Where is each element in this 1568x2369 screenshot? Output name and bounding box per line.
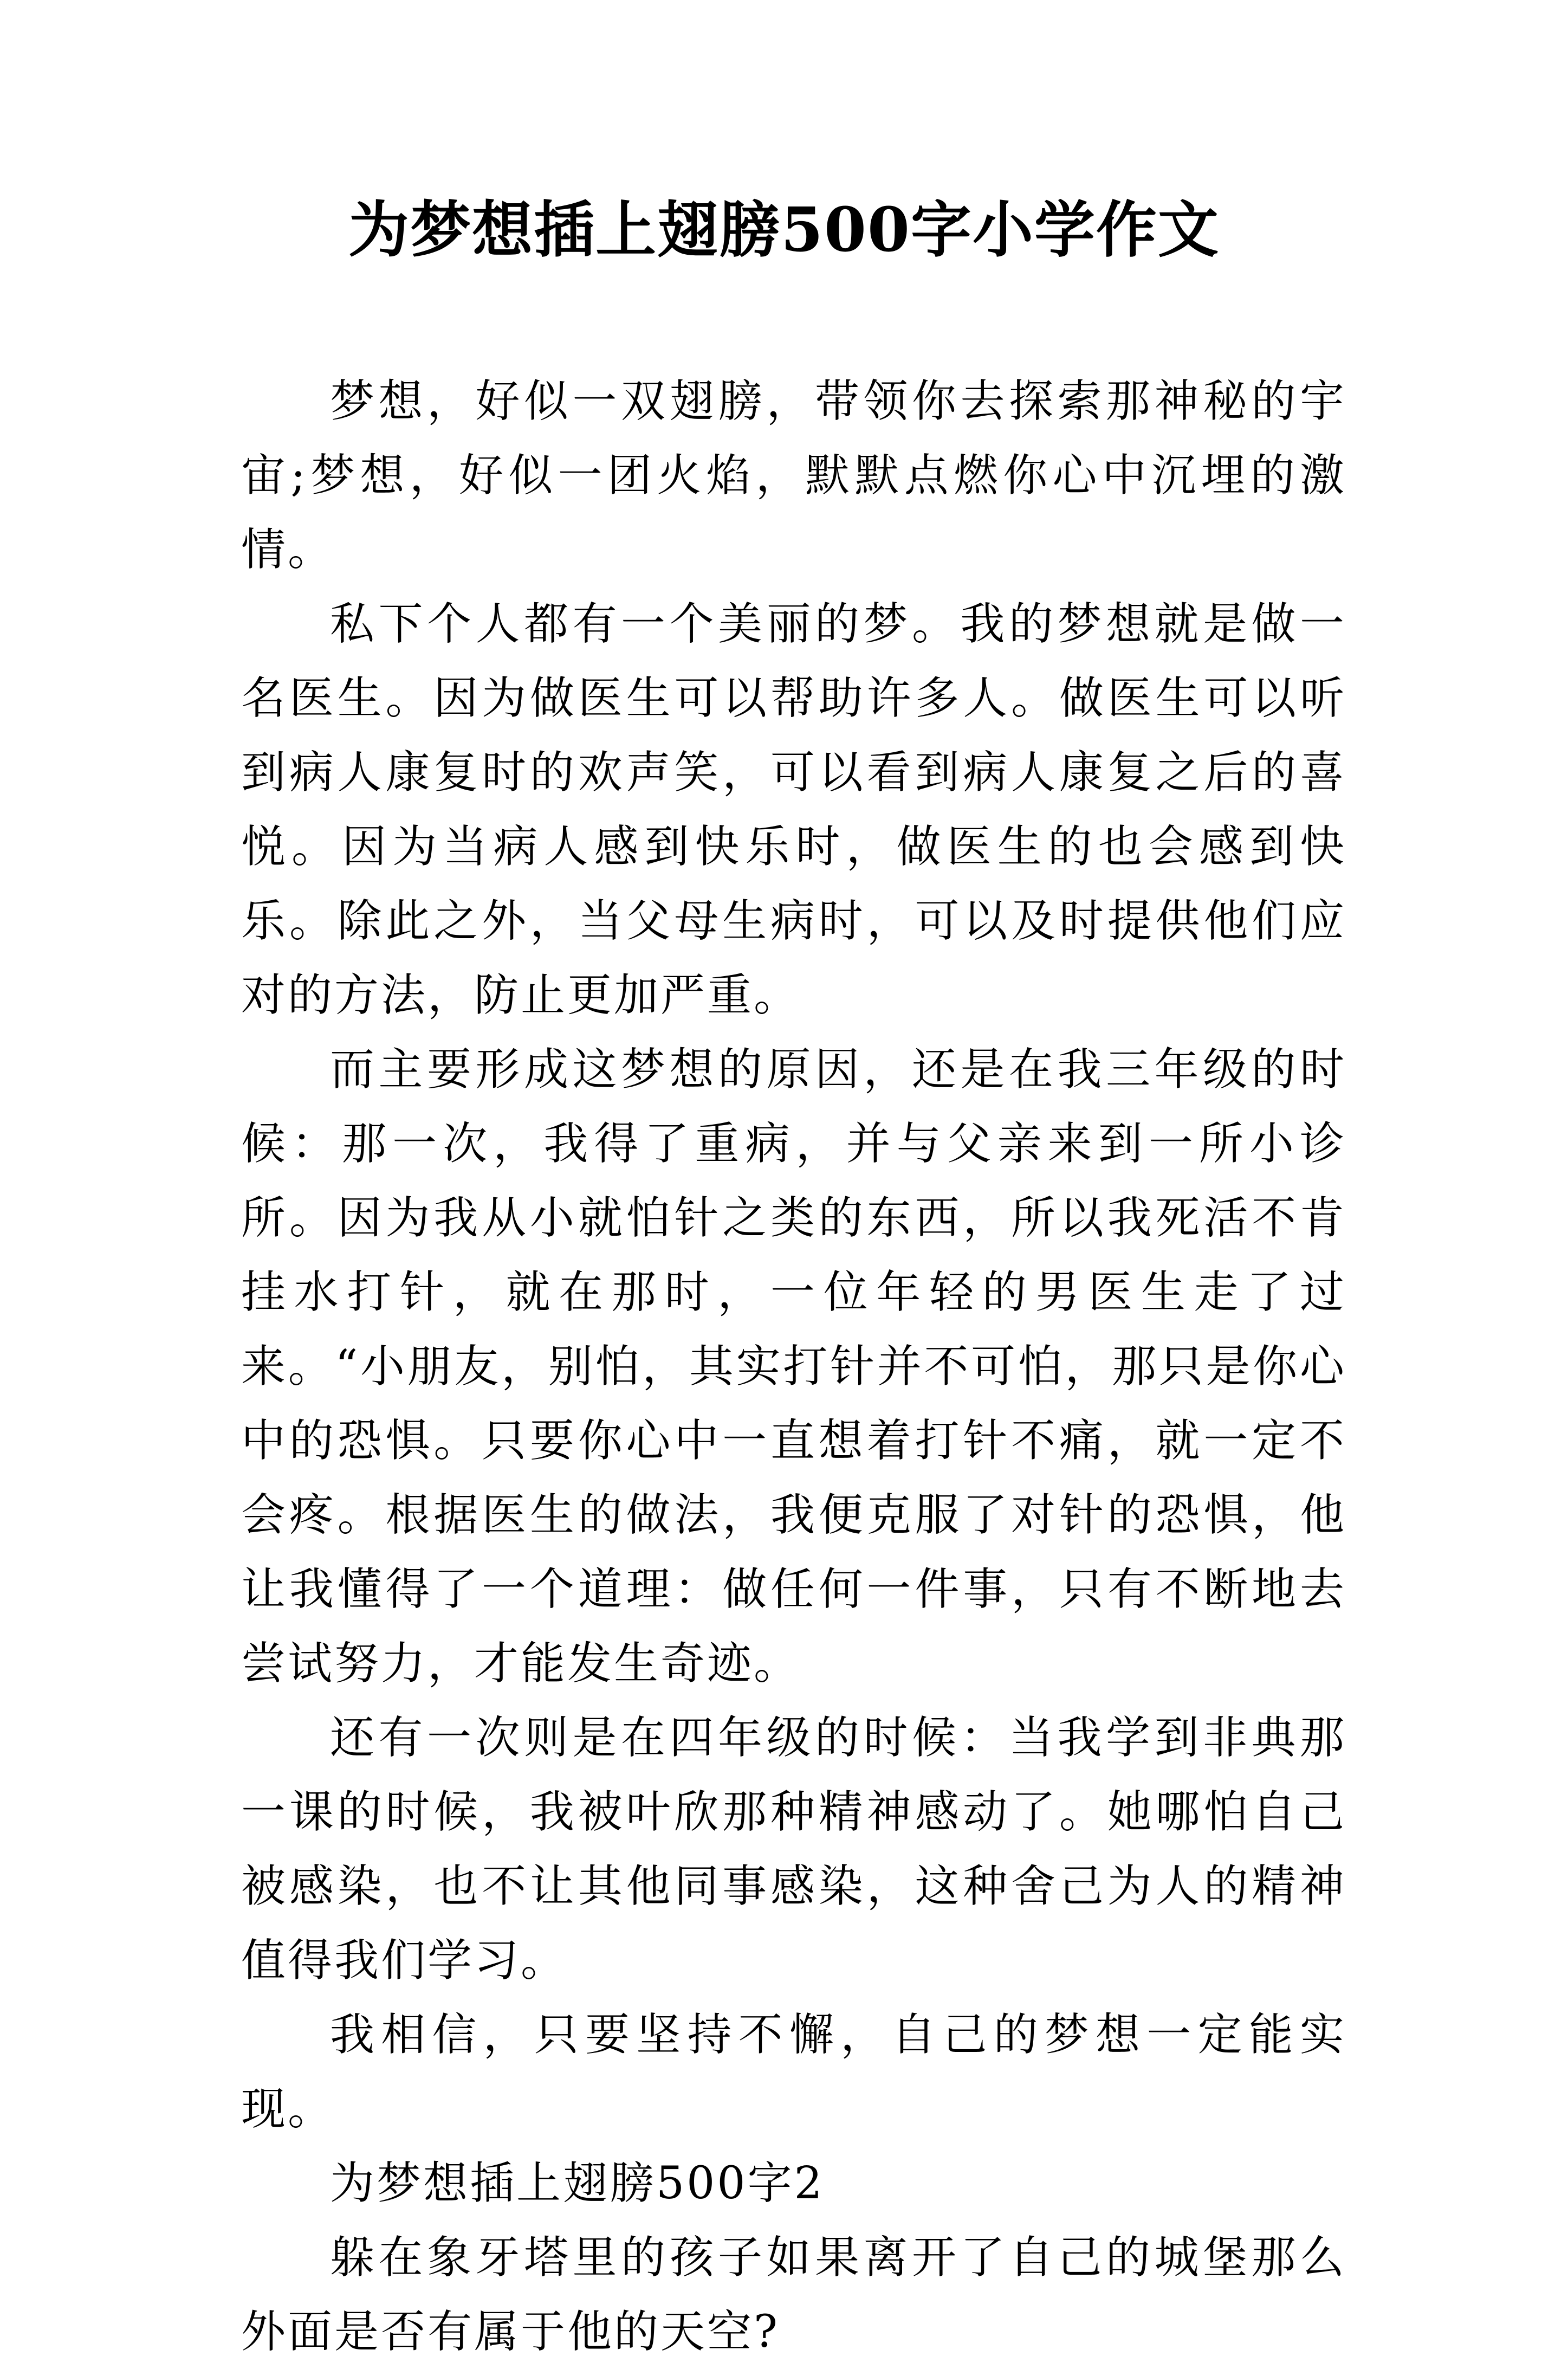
paragraph-intro: 梦想，好似一双翅膀，带领你去探索那神秘的宇宙;梦想，好似一团火焰，默默点燃你心中沉埋的激情。 <box>241 376 1346 576</box>
document-title: 为梦想插上翅膀500字小学作文 <box>348 195 1220 266</box>
paragraph-dream-doctor: 私下个人都有一个美丽的梦。我的梦想就是做一名医生。因为做医生可以帮助许多人。做医生可以听到病人康复时的欢声笑，可以看到病人康复之后的喜悦。因为当病人感到快乐时，做医生的也会感到快乐。除此之外，当父母生病时，可以及时提供他们应对的方法，防止更加严重。 <box>241 598 1346 1021</box>
paragraph-ivory-tower: 躲在象牙塔里的孩子如果离开了自己的城堡那么外面是否有属于他的天空? <box>241 2232 1346 2358</box>
paragraph-grade-four: 还有一次则是在四年级的时候：当我学到非典那一课的时候，我被叶欣那种精神感动了。她哪怕自己被感染，也不让其他同事感染，这种舍己为人的精神值得我们学习。 <box>241 1712 1346 1986</box>
paragraph-belief: 我相信，只要坚持不懈，自己的梦想一定能实现。 <box>241 2009 1346 2135</box>
paragraph-reason: 而主要形成这梦想的原因，还是在我三年级的时候：那一次，我得了重病，并与父亲来到一所小诊所。因为我从小就怕针之类的东西，所以我死活不肯挂水打针，就在那时，一位年轻的男医生走了过来。“小朋友，别怕，其实打针并不可怕，那只是你心中的恐惧。只要你心中一直想着打针不痛，就一定不会疼。根据医生的做法，我便克服了对针的恐惧，他让我懂得了一个道理：做任何一件事，只有不断地去尝试努力，才能发生奇迹。 <box>241 1044 1346 1689</box>
document-body <box>241 364 1346 2369</box>
paragraph-subheading: 为梦想插上翅膀500字2 <box>330 2158 825 2209</box>
